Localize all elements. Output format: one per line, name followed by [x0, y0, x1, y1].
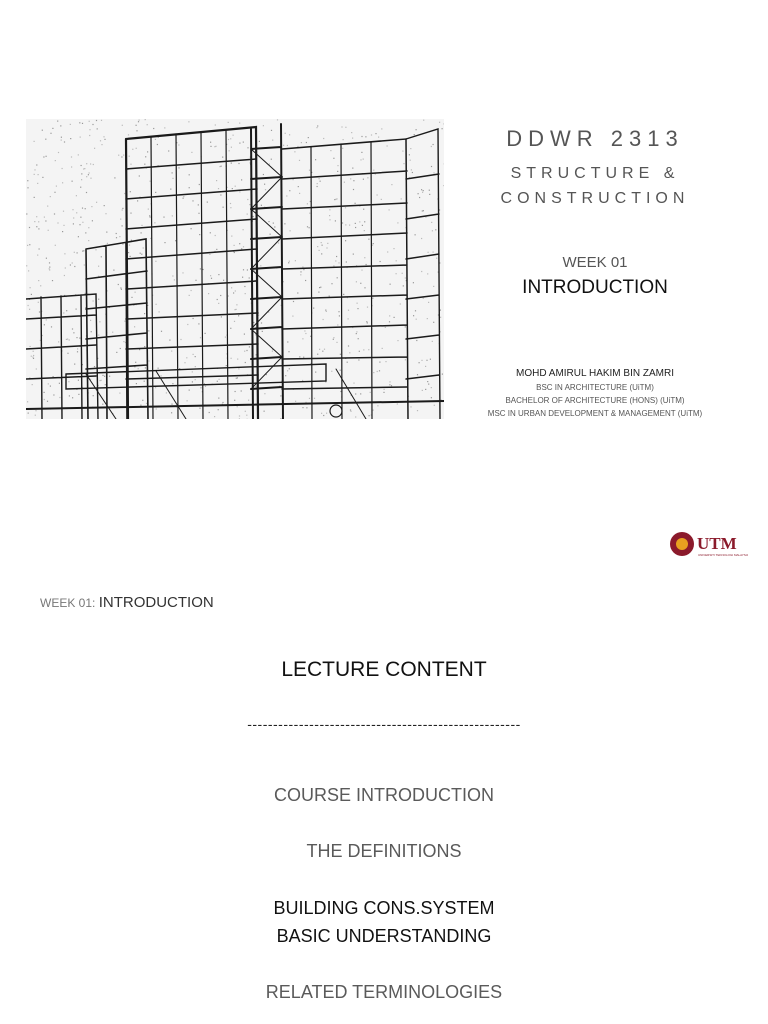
utm-logo — [668, 530, 748, 558]
course-title-line2: CONSTRUCTION — [500, 190, 690, 207]
divider-line: ----------------------------------------------------- — [247, 716, 521, 732]
author-credential: BACHELOR OF ARCHITECTURE (HONS) (UiTM) — [505, 396, 685, 405]
lecture-content-slide — [0, 566, 768, 1024]
course-title-line1: STRUCTURE & — [510, 165, 680, 182]
svg-text:UNIVERSITI TEKNOLOGI MALAYSIA: UNIVERSITI TEKNOLOGI MALAYSIA — [698, 553, 748, 557]
author-name: MOHD AMIRUL HAKIM BIN ZAMRI — [516, 368, 674, 379]
author-credential: MSC IN URBAN DEVELOPMENT & MANAGEMENT (UiTM) — [487, 409, 703, 418]
header-prefix: WEEK 01: — [40, 596, 96, 610]
week-title: INTRODUCTION — [522, 277, 668, 298]
course-code: DDWR 2313 — [506, 126, 684, 151]
author-credential: BSC IN ARCHITECTURE (UiTM) — [536, 383, 654, 392]
content-item: BASIC UNDERSTANDING — [276, 926, 492, 946]
content-item: RELATED TERMINOLOGIES — [265, 982, 503, 1002]
slide-header — [40, 594, 214, 611]
content-item: COURSE INTRODUCTION — [274, 785, 494, 805]
slide-title: LECTURE CONTENT — [281, 658, 487, 681]
course-title — [446, 161, 744, 211]
week-label: WEEK 01 — [562, 254, 628, 271]
svg-text:UTM: UTM — [697, 534, 737, 553]
content-item: BUILDING CONS.SYSTEM — [273, 898, 495, 918]
content-item: THE DEFINITIONS — [306, 841, 462, 861]
building-sketch-image — [26, 119, 444, 419]
header-title: INTRODUCTION — [98, 594, 214, 611]
